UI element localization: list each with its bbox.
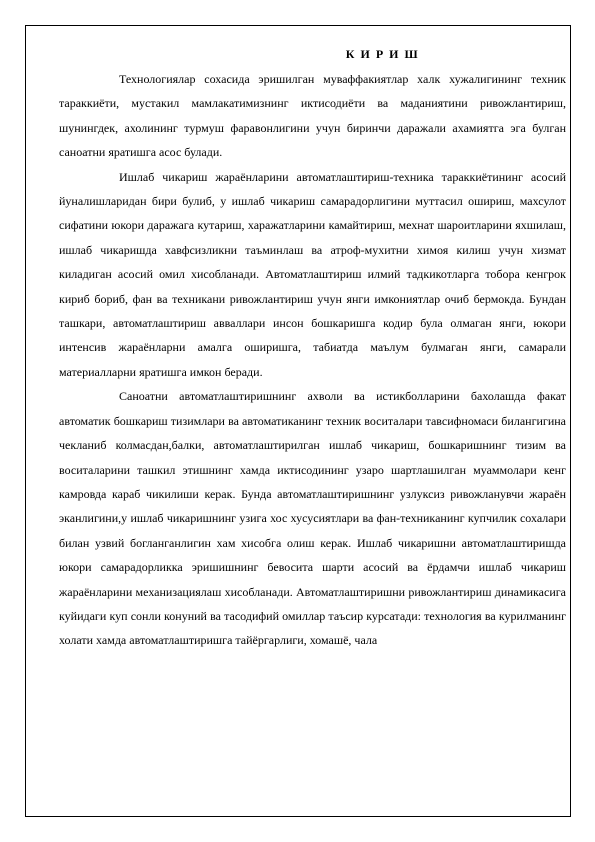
paragraph-3: Саноатни автоматлаштиришнинг ахволи ва истикболларини бахолашда факат автоматик бошкариш тизимлари ва автоматиканинг техник воситалари тавсифномаси билангигина чекланиб колмасдан,балки, автоматлаштирилган ишлаб чикариш, бошкаришнинг тизим ва воситаларини ташкил этишнинг хамда иктисодининг узаро шартлашилган муаммолари кенг камровда караб чикилиши керак. Бунда автоматлаштиришнинг узлуксиз ривожланувчи жараён эканлигини,у ишлаб чикаришнинг узига хос хусусиятлари ва фан-техниканинг купчилик сохалари билан узвий богланганлигин хам хисобга олиш керак. Ишлаб чикаришни автоматлаштиришда юкори самарадорликка эришишнинг бевосита шарти асосий ва ёрдамчи ишлаб чикариш жараёнларини механизациялаш хисобланади. Автоматлаштиришни ривожлантириш динамикасига куйидаги куп сонли конуний ва тасодифий омиллар таъсир курсатади: технология ва курилманинг холати хамда автоматлаштиришга тайёргарлиги, хомашё, чала [59,389,566,648]
paragraph-2: Ишлаб чикариш жараёнларини автоматлаштириш-техника тараккиётининг асосий йуналишларидан бири булиб, у ишлаб чикариш самарадорлигини муттасил ошириш, махсулот сифатини юкори даражага кутариш, харажатларини камайтириш, мехнат шароитларини яхшилаш, ишлаб чикаришда хавфсизликни таъминлаш ва атроф-мухитни химоя килиш учун хизмат киладиган асосий омил хисобланади. Автоматлаштириш илмий тадкикотларга тобора кенгрок кириб бориб, фан ва техникани ривожлантириш учун янги имкониятлар очиб бермокда. Бундан ташкари, автоматлаштириш авваллари инсон бошкаришга кодир була олмаган янги, юкори интенсив жараёнларни амалга оширишга, табиатда маълум булмаган янги, самарали материалларни яратишга имкон беради. [59,169,566,379]
paragraph-1: Технологиялар сохасида эришилган муваффакиятлар халк хужалигининг техник тараккиёти, мустакил мамлакатимизнинг иктисодиёти ва маданиятини ривожлантириш, шунингдек, ахолининг турмуш фаравонлигини учун биринчи даражали ахамиятга эга булган саноатни яратишга асос булади. [59,72,566,160]
document-heading: К И Р И Ш [345,47,420,61]
document-body [59,46,566,653]
